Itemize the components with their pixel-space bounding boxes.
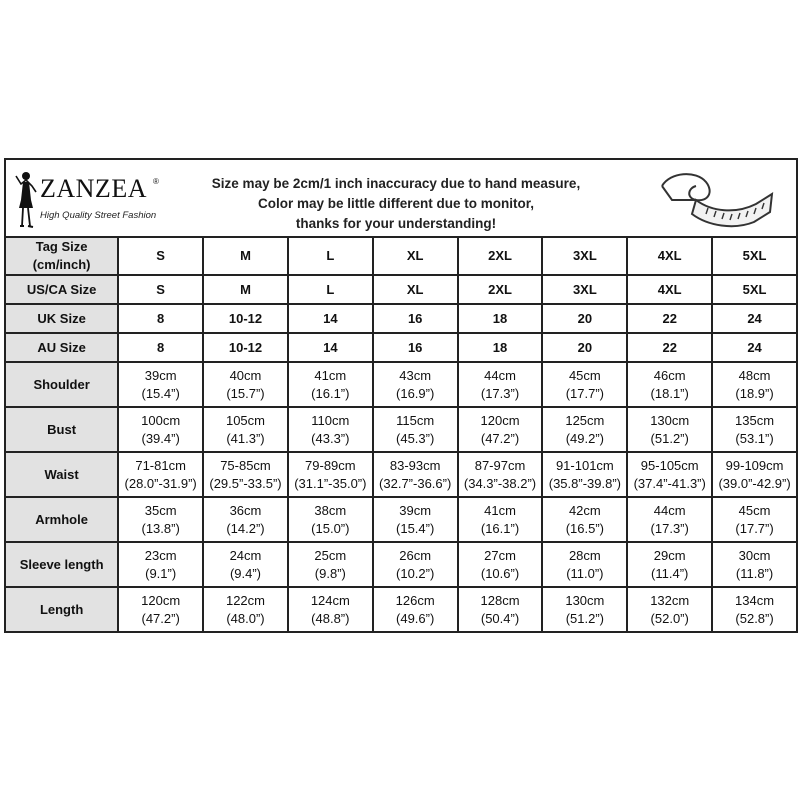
size-cell: [203, 452, 288, 497]
size-cell: [373, 497, 458, 542]
row-label-text: Tag Size: [35, 239, 88, 254]
cell-value-inch: (11.4”): [651, 565, 689, 581]
cell-value: 24: [747, 310, 762, 326]
size-cell: [373, 275, 458, 304]
cell-value-inch: (15.4”): [396, 520, 435, 536]
cell-value: 105cm: [225, 412, 265, 428]
size-row: [5, 407, 797, 452]
cell-value: 4XL: [657, 281, 682, 297]
size-cell: [627, 362, 712, 407]
cell-value: XL: [406, 281, 424, 297]
cell-value: 120cm: [141, 592, 181, 608]
cell-value-inch: (17.3”): [480, 385, 520, 401]
row-label-text: Bust: [47, 421, 77, 437]
row-label: [5, 304, 118, 333]
cell-value-inch: (37.4”-41.3”): [633, 475, 706, 491]
size-cell: [542, 497, 627, 542]
cell-value-inch: (9.1”): [145, 565, 177, 581]
size-cell: [712, 497, 797, 542]
cell-value-inch: (50.4”): [480, 610, 520, 626]
cell-value-inch: (48.8”): [311, 610, 350, 626]
cell-value: 20: [577, 310, 593, 326]
cell-value: 43cm: [399, 367, 432, 383]
size-cell: [203, 237, 288, 275]
cell-value-inch: (18.1”): [650, 385, 689, 401]
size-cell: [627, 587, 712, 632]
cell-value-inch: (15.4”): [141, 385, 180, 401]
cell-value: 124cm: [310, 592, 350, 608]
cell-value-inch: (15.0”): [311, 520, 350, 536]
cell-value: 79-89cm: [305, 457, 356, 473]
size-cell: [712, 407, 797, 452]
size-row: [5, 542, 797, 587]
size-cell: [627, 407, 712, 452]
size-cell: [203, 304, 288, 333]
size-cell: [288, 542, 373, 587]
cell-value: 16: [407, 310, 423, 326]
size-cell: [118, 362, 203, 407]
cell-value-inch: (16.1”): [311, 385, 350, 401]
cell-value-inch: (35.8”-39.8”): [548, 475, 621, 491]
size-row: [5, 275, 797, 304]
cell-value: 35cm: [144, 502, 177, 518]
cell-value-inch: (17.7”): [565, 385, 604, 401]
cell-value: 14: [323, 339, 338, 355]
cell-value-inch: (16.1”): [480, 520, 520, 536]
cell-value: 22: [662, 339, 677, 355]
size-cell: [458, 497, 543, 542]
size-cell: [542, 333, 627, 362]
size-cell: [288, 237, 373, 275]
size-cell: [288, 587, 373, 632]
row-label-text: Waist: [44, 466, 79, 482]
size-cell: [203, 275, 288, 304]
cell-value-inch: (18.9”): [735, 385, 774, 401]
size-cell: [627, 275, 712, 304]
cell-value: 10-12: [228, 339, 263, 355]
size-cell: [627, 542, 712, 587]
size-cell: [712, 237, 797, 275]
cell-value: 115cm: [396, 412, 435, 428]
cell-value-inch: (41.3”): [226, 430, 265, 446]
row-label-text: UK Size: [37, 310, 86, 326]
cell-value: 20: [577, 339, 593, 355]
cell-value: 45cm: [738, 502, 771, 518]
size-row: [5, 497, 797, 542]
size-cell: [118, 587, 203, 632]
cell-value-inch: (11.0”): [566, 565, 604, 581]
measuring-tape-icon: [656, 168, 776, 230]
size-cell: [458, 275, 543, 304]
size-cell: [118, 237, 203, 275]
size-cell: [118, 304, 203, 333]
cell-value: 122cm: [225, 592, 265, 608]
cell-value: 8: [157, 310, 165, 326]
cell-value: 5XL: [742, 248, 767, 263]
cell-value: 120cm: [480, 412, 520, 428]
cell-value-inch: (10.6”): [480, 565, 520, 581]
size-cell: [542, 275, 627, 304]
cell-value: L: [326, 248, 335, 263]
size-cell: [118, 407, 203, 452]
size-cell: [458, 333, 543, 362]
measurement-notice: [206, 174, 586, 234]
size-cell: [542, 362, 627, 407]
size-cell: [288, 275, 373, 304]
cell-value-inch: (10.2”): [396, 565, 435, 581]
cell-value: XL: [406, 248, 424, 263]
row-label-text: AU Size: [37, 339, 86, 355]
cell-value: 46cm: [653, 367, 686, 383]
cell-value: 29cm: [653, 547, 686, 563]
cell-value-inch: (47.2”): [480, 430, 520, 446]
cell-value: 28cm: [568, 547, 601, 563]
row-label: [5, 587, 118, 632]
cell-value-inch: (53.1”): [735, 430, 774, 446]
cell-value-inch: (9.4”): [229, 565, 262, 581]
cell-value: L: [326, 281, 335, 297]
size-cell: [542, 587, 627, 632]
cell-value: 18: [492, 339, 508, 355]
size-table: [4, 236, 798, 633]
size-cell: [373, 407, 458, 452]
size-cell: [203, 407, 288, 452]
cell-value: 91-101cm: [555, 457, 614, 473]
cell-value: 3XL: [572, 248, 597, 263]
cell-value: 41cm: [484, 502, 516, 518]
cell-value-inch: (45.3”): [396, 430, 435, 446]
size-cell: [373, 237, 458, 275]
size-row: [5, 237, 797, 275]
size-row: [5, 362, 797, 407]
size-cell: [288, 407, 373, 452]
size-cell: [373, 333, 458, 362]
size-cell: [458, 237, 543, 275]
size-cell: [288, 304, 373, 333]
size-cell: [712, 542, 797, 587]
cell-value-inch: (17.7”): [735, 520, 774, 536]
registered-mark: ®: [153, 177, 159, 186]
cell-value-inch: (11.8”): [735, 565, 774, 581]
cell-value: S: [156, 248, 165, 263]
cell-value: 126cm: [395, 592, 435, 608]
cell-value: 110cm: [311, 412, 350, 428]
row-label: [5, 497, 118, 542]
cell-value: 134cm: [735, 592, 775, 608]
size-cell: [203, 362, 288, 407]
size-cell: [627, 237, 712, 275]
size-cell: [458, 304, 543, 333]
cell-value-inch: (16.9”): [396, 385, 435, 401]
cell-value: 130cm: [650, 412, 690, 428]
size-cell: [373, 452, 458, 497]
size-cell: [542, 407, 627, 452]
cell-value: 22: [662, 310, 677, 326]
size-cell: [118, 542, 203, 587]
size-cell: [542, 237, 627, 275]
size-cell: [627, 333, 712, 362]
cell-value: 5XL: [742, 281, 767, 297]
size-cell: [118, 452, 203, 497]
chart-header: [4, 158, 798, 238]
size-cell: [203, 333, 288, 362]
row-label-text: Sleeve length: [19, 556, 104, 572]
size-cell: [203, 587, 288, 632]
row-label: [5, 237, 118, 275]
size-cell: [118, 333, 203, 362]
size-table-body: [5, 237, 797, 632]
row-label-text: (cm/inch): [32, 257, 91, 272]
cell-value-inch: (34.3”-38.2”): [463, 475, 537, 491]
cell-value: 128cm: [480, 592, 520, 608]
cell-value: S: [156, 281, 165, 297]
size-cell: [118, 497, 203, 542]
size-cell: [627, 497, 712, 542]
cell-value-inch: (13.8”): [141, 520, 180, 536]
cell-value: 71-81cm: [135, 457, 186, 473]
cell-value: 27cm: [484, 547, 516, 563]
cell-value: 132cm: [650, 592, 690, 608]
size-cell: [712, 333, 797, 362]
brand-tagline: High Quality Street Fashion: [40, 210, 157, 221]
size-cell: [627, 304, 712, 333]
cell-value: 16: [407, 339, 423, 355]
cell-value: 87-97cm: [474, 457, 526, 473]
cell-value: 99-109cm: [725, 457, 784, 473]
fashion-model-icon: [12, 170, 40, 230]
row-label: [5, 452, 118, 497]
size-row: [5, 333, 797, 362]
size-cell: [458, 362, 543, 407]
brand-logo: [10, 168, 200, 232]
size-chart: [4, 158, 798, 636]
cell-value: 23cm: [144, 547, 177, 563]
cell-value: 48cm: [738, 367, 771, 383]
cell-value-inch: (16.5”): [565, 520, 604, 536]
size-cell: [712, 362, 797, 407]
cell-value: 24cm: [229, 547, 262, 563]
size-cell: [373, 362, 458, 407]
row-label: [5, 333, 118, 362]
cell-value: 44cm: [484, 367, 516, 383]
size-cell: [542, 542, 627, 587]
cell-value-inch: (29.5”-33.5”): [209, 475, 282, 491]
cell-value-inch: (31.1”-35.0”): [294, 475, 367, 491]
row-label: [5, 362, 118, 407]
row-label-text: Length: [39, 601, 84, 617]
cell-value: 95-105cm: [640, 457, 699, 473]
cell-value-inch: (39.4”): [141, 430, 180, 446]
cell-value: 100cm: [141, 412, 181, 428]
size-cell: [458, 452, 543, 497]
size-row: [5, 452, 797, 497]
size-cell: [373, 587, 458, 632]
row-label: [5, 275, 118, 304]
cell-value: 26cm: [399, 547, 432, 563]
size-cell: [288, 497, 373, 542]
cell-value-inch: (17.3”): [650, 520, 689, 536]
cell-value: 42cm: [568, 502, 601, 518]
cell-value-inch: (15.7”): [226, 385, 265, 401]
cell-value: 4XL: [657, 248, 682, 263]
cell-value: 38cm: [314, 502, 347, 518]
cell-value: 25cm: [314, 547, 347, 563]
size-cell: [288, 362, 373, 407]
size-cell: [118, 275, 203, 304]
size-row: [5, 587, 797, 632]
size-cell: [712, 275, 797, 304]
cell-value-inch: (39.0”-42.9”): [718, 475, 791, 491]
cell-value-inch: (28.0”-31.9”): [124, 475, 197, 491]
cell-value: 40cm: [229, 367, 262, 383]
cell-value-inch: (48.0”): [226, 610, 265, 626]
cell-value: 75-85cm: [220, 457, 271, 473]
cell-value: 3XL: [572, 281, 597, 297]
cell-value-inch: (51.2”): [650, 430, 689, 446]
size-cell: [458, 542, 543, 587]
size-row: [5, 304, 797, 333]
cell-value: M: [240, 248, 251, 263]
cell-value: 45cm: [568, 367, 601, 383]
row-label: [5, 407, 118, 452]
cell-value: 41cm: [314, 367, 347, 383]
cell-value-inch: (47.2”): [141, 610, 180, 626]
cell-value-inch: (49.6”): [396, 610, 435, 626]
size-cell: [203, 497, 288, 542]
row-label-text: Shoulder: [33, 376, 90, 392]
notice-line: Size may be 2cm/1 inch inaccuracy due to hand measure,: [211, 176, 581, 191]
size-cell: [373, 304, 458, 333]
cell-value: 130cm: [565, 592, 605, 608]
cell-value-inch: (43.3”): [311, 430, 350, 446]
cell-value: 14: [323, 310, 338, 326]
row-label: [5, 542, 118, 587]
cell-value: 18: [492, 310, 508, 326]
cell-value: 24: [747, 339, 762, 355]
cell-value-inch: (52.8”): [735, 610, 774, 626]
size-cell: [542, 304, 627, 333]
brand-name: ZANZEA: [40, 174, 147, 203]
cell-value: 2XL: [488, 281, 512, 297]
cell-value-inch: (32.7”-36.6”): [379, 475, 452, 491]
cell-value-inch: (9.8”): [314, 565, 346, 581]
size-cell: [712, 452, 797, 497]
cell-value: 135cm: [735, 412, 775, 428]
cell-value-inch: (49.2”): [565, 430, 604, 446]
size-cell: [288, 452, 373, 497]
size-cell: [458, 587, 543, 632]
cell-value-inch: (14.2”): [226, 520, 265, 536]
cell-value: 8: [157, 339, 165, 355]
cell-value: 39cm: [399, 502, 432, 518]
cell-value: 83-93cm: [389, 457, 441, 473]
size-cell: [373, 542, 458, 587]
cell-value-inch: (51.2”): [565, 610, 604, 626]
cell-value: 125cm: [565, 412, 605, 428]
cell-value: 30cm: [738, 547, 771, 563]
cell-value: 39cm: [144, 367, 177, 383]
size-cell: [712, 587, 797, 632]
cell-value: M: [240, 281, 251, 297]
size-cell: [542, 452, 627, 497]
notice-line: Color may be little different due to monitor,: [257, 196, 535, 211]
size-cell: [458, 407, 543, 452]
cell-value: 44cm: [653, 502, 686, 518]
size-cell: [712, 304, 797, 333]
size-cell: [203, 542, 288, 587]
cell-value-inch: (52.0”): [650, 610, 689, 626]
cell-value: 2XL: [488, 248, 512, 263]
cell-value: 10-12: [228, 310, 263, 326]
size-cell: [627, 452, 712, 497]
size-cell: [288, 333, 373, 362]
cell-value: 36cm: [229, 502, 262, 518]
row-label-text: Armhole: [35, 511, 88, 527]
notice-line: thanks for your understanding!: [295, 216, 497, 231]
row-label-text: US/CA Size: [26, 281, 97, 297]
